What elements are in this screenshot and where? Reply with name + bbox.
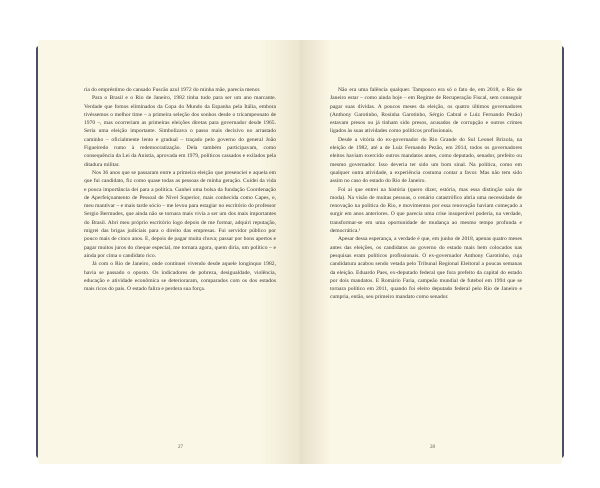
paragraph: Para o Brasil e o Rio de Janeiro, 1982 tinha tudo para ser um ano marcante. Verdade que fomos eliminados da Copa do Mundo da Espanha pela Itália, embora tivéssemos o melhor time – a primeira seleção dos sonhos desde o tricampeonato de 1970 –, mas ocorreriam as primeiras eleições diretas para governador desde 1965. Seria uma eleição importante. Simbolizava o passo mais decisivo no arrastado caminho – oficialmente lento e gradual – traçado pelo governo do general João Figueiredo rumo à redemocratização. Dela também participavam, como consequência da Lei da Anistia, aprovada em 1979, políticos cassados e exilados pela ditadura militar. <box>84 95 276 168</box>
right-page <box>300 40 562 464</box>
paragraph: Desde a vitória do ex-governador do Rio Grande do Sul Leonel Brizola, na eleição de 1982, até a de Luiz Fernando Pezão, em 2014, todos os governadores eleitos haviam exercido outros mandatos antes, como deputado, senador, prefeito ou mesmo governador. Isso deveria ter sido um bom sinal. Na política, como em qualquer outra atividade, a experiência costuma contar a favor. Mas não tem sido assim no caso do estado do Rio de Janeiro. <box>330 136 522 185</box>
page-number: 27 <box>178 445 183 450</box>
left-page <box>38 40 300 464</box>
paragraph: Nos 36 anos que se passaram entre a primeira eleição que presenciei e aquela em que fui candidato, fiz como quase todas as pessoas de minha geração. Cuidei da vida e pouca importância dei para a política. Ganhei uma bolsa da fundação Coordenação de Aperfeiçoamento de Pessoal de Nível Superior, mais conhecida como Capes, e, meu mantivar – e mais tarde sócio – me levou para estagiar no escritório do professor Sergio Bermudes, que ainda não se tornara mais vivia a ser um dos mais importantes do Brasil. Abri meu próprio escritório logo depois de me formar, adquiri reputação, migrei das brigas judiciais para o direito das empresas. Fui servidor público por pouco mais de cinco anos. E, depois de pagar muita chuva; passar por bons apertos e pagar muitos juros do cheque especial, me tornara agora, quem diria, um político – e ainda por cima o candidato rico. <box>84 169 276 259</box>
page-number: 28 <box>430 445 435 450</box>
paragraph: ria do empréstimo do cansado Fuscão azul 1972 do minha mãe, parecia menor. <box>84 87 261 93</box>
right-page-text <box>330 86 522 302</box>
paragraph: Já com o Rio de Janeiro, onde continuei vivendo desde aquele longínquo 1982, havia se passado o oposto. Os indicadores de pobreza, desigualdade, violência, educação e atividade econômica se deterioraram, comparados com os dos estados mais ricos do país. O estado falira e perdera sua força. <box>84 261 276 293</box>
paragraph: Apesar dessa esperança, a verdade é que, em junho de 2018, apenas quatro meses antes das eleições, os candidatos ao governo do estado mais bem colocados nas pesquisas eram políticos profissionais. O ex-governador Anthony Garotinho, cuja candidatura acabou sendo vetada pelo Tribunal Regional Eleitoral a poucas semanas da eleição. Eduardo Paes, ex-deputado federal que fora prefeito da capital do estado por dois mandatos. E Romário Faria, campeão mundial de futebol em 1994 que se tornara político em 2011, quando foi eleito deputado federal pelo Rio de Janeiro e cumpria, então, seu primeiro mandato como senador. <box>330 236 522 301</box>
paragraph: Foi aí que entrei na história (quero dizer, estória, mas essa distinção saiu de moda). Na visão de muitas pessoas, o cenário catastrófico abria uma necessidade de renovação na política do Rio, e movimentos por essa renovação haviam começado a surgir em anos anteriores. O que parecia uma crise insuperável poderia, na verdade, transformar-se em uma oportunidade de mudança ao mesmo tempo profunda e democrática.¹ <box>330 186 522 235</box>
paragraph: Não era uma falência qualquer. Tampouco era só o fato de, em 2018, o Rio de Janeiro estar – como ainda hoje – em Regime de Recuperação Fiscal, sem conseguir pagar suas dívidas. A poucos meses da eleição, os quatro últimos governadores (Anthony Garotinho, Rosinha Garotinho, Sérgio Cabral e Luiz Fernando Pezão) estavam presos ou já tinham sido presos, acusados de corrupção e outros crimes ligados às suas atividades como políticos profissionais. <box>330 87 522 135</box>
left-page-text <box>84 86 276 293</box>
